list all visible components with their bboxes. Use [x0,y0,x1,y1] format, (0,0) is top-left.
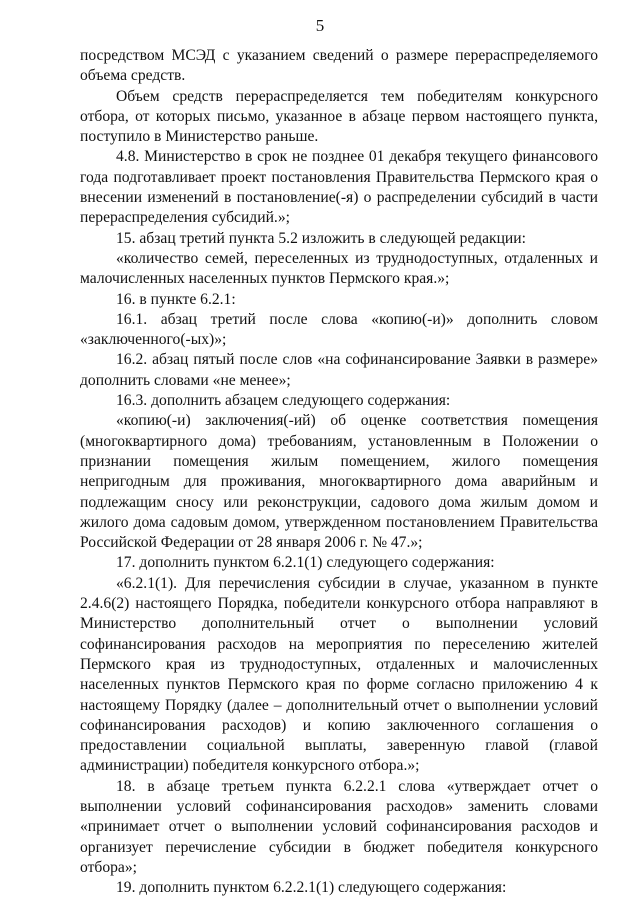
paragraph: «количество семей, переселенных из труднодоступных, отдаленных и малочисленных населенных пунктов Пермского края.»; [80,249,598,288]
paragraph: 15. абзац третий пункта 5.2 изложить в следующей редакции: [116,229,526,247]
paragraph: 16. в пункте 6.2.1: [116,290,236,308]
paragraph: посредством МСЭД с указанием сведений о размере перераспределяемого объема средств. [80,47,598,85]
paragraph: «6.2.1(1). Для перечисления субсидии в случае, указанном в пункте 2.4.6(2) настоящего Порядка, победители конкурсного отбора направляют в Министерство дополнительный отчет о выполнении условий софинансирования расходов на мероприятия по переселению жителей Пермского края из труднодоступных, отдаленных и малочисленных населенных пунктов Пермского края по форме согласно приложению 4 к настоящему Порядку (далее – дополнительный отчет о выполнении условий софинансирования расходов) и копию заключенного соглашения о предоставлении социальной выплаты, заверенную главой (главой администрации) победителя конкурсного отбора.»; [80,574,598,775]
paragraph: 18. в абзаце третьем пункта 6.2.2.1 слова «утверждает отчет о выполнении условий софинансирования расходов» заменить словами «принимает отчет о выполнении условий софинансирования расходов и организует перечисление субсидии в бюджет победителя конкурсного отбора»; [80,777,598,876]
paragraph: 19. дополнить пунктом 6.2.2.1(1) следующего содержания: [116,879,507,897]
paragraph: «копию(-и) заключения(-ий) об оценке соответствия помещения (многоквартирного дома) требованиям, установленным в Положении о признании помещения жилым помещением, жилого помещения непригодным для проживания, многоквартирного дома аварийным и подлежащим сносу или реконструкции, садового дома жилым домом и жилого дома садовым домом, утвержденном постановлением Правительства Российской Федерации от 28 января 2006 г. № 47.»; [80,412,598,552]
paragraph: 4.8. Министерство в срок не позднее 01 декабря текущего финансового года подготавливает проект постановления Правительства Пермского края о внесении изменений в постановление(-я) о распределении субсидий в части перераспределения субсидий.»; [80,148,598,227]
paragraph: 16.2. абзац пятый после слов «на софинансирование Заявки в размере» дополнить словами «не менее»; [80,351,598,389]
page-number: 5 [315,16,325,35]
paragraph: 17. дополнить пунктом 6.2.1(1) следующего содержания: [116,554,495,572]
document-body [80,46,598,898]
paragraph: 16.1. абзац третий после слова «копию(-и)» дополнить словом «заключенного(-ых)»; [80,310,598,349]
paragraph: 16.3. дополнить абзацем следующего содержания: [116,392,451,410]
paragraph: Объем средств перераспределяется тем победителям конкурсного отбора, от которых письмо, указанное в абзаце первом настоящего пункта, поступило в Министерство раньше. [80,87,598,146]
